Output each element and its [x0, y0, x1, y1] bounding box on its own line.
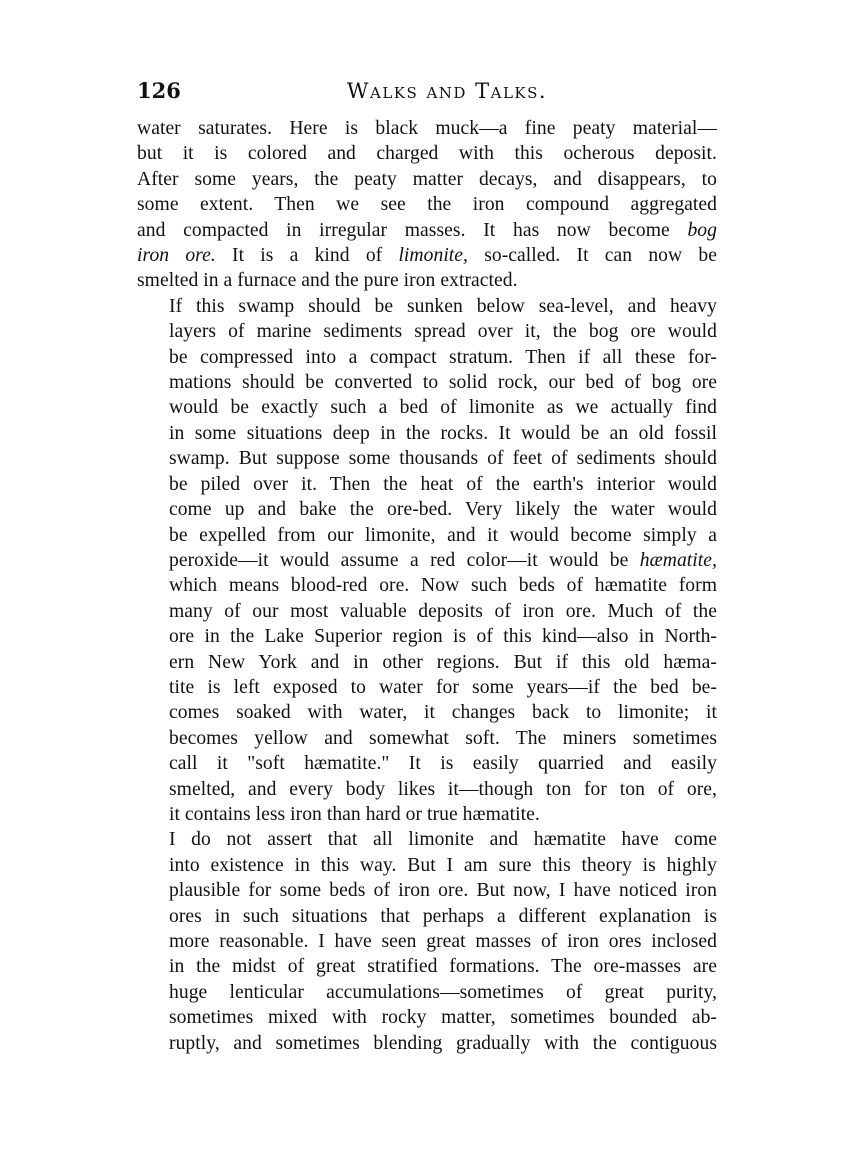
text-run: huge lenticular accumulations—sometimes of great purity, — [169, 981, 717, 1003]
text-line — [137, 192, 717, 217]
text-line — [137, 726, 717, 751]
text-line — [137, 929, 717, 954]
text-run: but it is colored and charged with this ocherous deposit. — [137, 143, 717, 165]
text-run: ern New York and in other regions. But if this old hæma- — [169, 651, 717, 673]
text-line — [137, 777, 717, 802]
text-line — [137, 167, 717, 192]
text-line — [137, 827, 717, 852]
text-line — [137, 446, 717, 471]
text-run: ores in such situations that perhaps a different explanation is — [169, 905, 717, 927]
text-run: more reasonable. I have seen great masses of iron ores inclosed — [169, 931, 717, 952]
text-line — [137, 141, 717, 166]
italic-term: hæmatite, — [639, 549, 717, 571]
text-line — [137, 751, 717, 776]
text-run: come up and bake the ore-bed. Very likely the water would — [169, 499, 717, 521]
text-run: many of our most valuable deposits of iron ore. Much of the — [169, 600, 717, 622]
italic-term: limonite, — [398, 245, 469, 267]
text-line — [137, 294, 717, 319]
text-run: in some situations deep in the rocks. It would be an old fossil — [169, 422, 717, 444]
text-run: comes soaked with water, it changes back to limonite; it — [169, 702, 717, 724]
text-run: into existence in this way. But I am sure this theory is highly — [169, 854, 717, 876]
text-line — [137, 624, 717, 649]
paragraph — [137, 827, 717, 1056]
text-run: so-called. It can now be — [468, 245, 717, 267]
text-run: tite is left exposed to water for some years—if the bed be- — [169, 676, 717, 698]
text-run: be compressed into a compact stratum. Then if all these for- — [169, 346, 717, 368]
text-line — [137, 980, 717, 1005]
text-run: and compacted in irregular masses. It has now become — [137, 219, 688, 241]
text-run: smelted, and every body likes it—though ton for ton of ore, — [169, 778, 717, 800]
text-run: some extent. Then we see the iron compound aggregated — [137, 194, 717, 216]
text-run: ruptly, and sometimes blending gradually with the contiguous — [169, 1032, 717, 1054]
text-line — [137, 954, 717, 979]
italic-term: bog — [687, 219, 717, 241]
text-line — [137, 268, 717, 293]
text-run: After some years, the peaty matter decays, and disappears, to — [137, 168, 717, 190]
text-line — [137, 395, 717, 420]
text-line — [137, 319, 717, 344]
text-run: in the midst of great stratified formations. The ore-masses are — [169, 956, 717, 978]
text-line — [137, 523, 717, 548]
text-line — [137, 1005, 717, 1030]
text-run: mations should be converted to solid rock, our bed of bog ore — [169, 372, 717, 394]
page-number: 126 — [137, 78, 181, 103]
text-run: If this swamp should be sunken below sea-level, and heavy — [169, 295, 717, 317]
text-line — [137, 548, 717, 573]
text-line — [137, 497, 717, 522]
paragraph — [137, 116, 717, 294]
text-line — [137, 421, 717, 446]
text-run: smelted in a furnace and the pure iron extracted. — [137, 270, 518, 292]
text-line — [137, 878, 717, 903]
text-line — [137, 573, 717, 598]
text-line — [137, 1031, 717, 1056]
text-run: call it "soft hæmatite." It is easily quarried and easily — [169, 753, 717, 775]
text-line — [137, 675, 717, 700]
book-page — [137, 74, 717, 1056]
text-line — [137, 243, 717, 268]
text-run: it contains less iron than hard or true hæmatite. — [169, 803, 540, 825]
italic-term: iron ore. — [137, 245, 216, 267]
paragraph — [137, 294, 717, 828]
running-header — [137, 74, 717, 108]
text-line — [137, 853, 717, 878]
body-text — [137, 116, 717, 1056]
text-run: be piled over it. Then the heat of the earth's interior would — [169, 473, 717, 495]
text-run: be expelled from our limonite, and it would become simply a — [169, 524, 717, 546]
text-run: peroxide—it would assume a red color—it would be — [169, 549, 640, 571]
text-run: I do not assert that all limonite and hæmatite have come — [169, 829, 717, 851]
text-run: sometimes mixed with rocky matter, sometimes bounded ab- — [169, 1007, 717, 1029]
text-run: ore in the Lake Superior region is of this kind—also in North- — [169, 626, 717, 648]
text-run: would be exactly such a bed of limonite as we actually find — [169, 397, 717, 419]
text-run: which means blood-red ore. Now such beds of hæmatite form — [169, 575, 717, 597]
running-title: Walks and Talks. — [346, 79, 548, 103]
text-run: layers of marine sediments spread over it, the bog ore would — [169, 321, 717, 343]
text-line — [137, 904, 717, 929]
text-run: water saturates. Here is black muck—a fine peaty material— — [137, 118, 717, 139]
text-line — [137, 345, 717, 370]
text-line — [137, 116, 717, 141]
text-line — [137, 599, 717, 624]
text-line — [137, 650, 717, 675]
text-line — [137, 802, 717, 827]
text-run: swamp. But suppose some thousands of feet of sediments should — [169, 448, 717, 470]
text-run: becomes yellow and somewhat soft. The miners sometimes — [169, 727, 717, 749]
text-line — [137, 218, 717, 243]
text-line — [137, 700, 717, 725]
text-line — [137, 370, 717, 395]
text-run: It is a kind of — [215, 245, 399, 267]
text-line — [137, 472, 717, 497]
text-run: plausible for some beds of iron ore. But now, I have noticed iron — [169, 880, 717, 902]
